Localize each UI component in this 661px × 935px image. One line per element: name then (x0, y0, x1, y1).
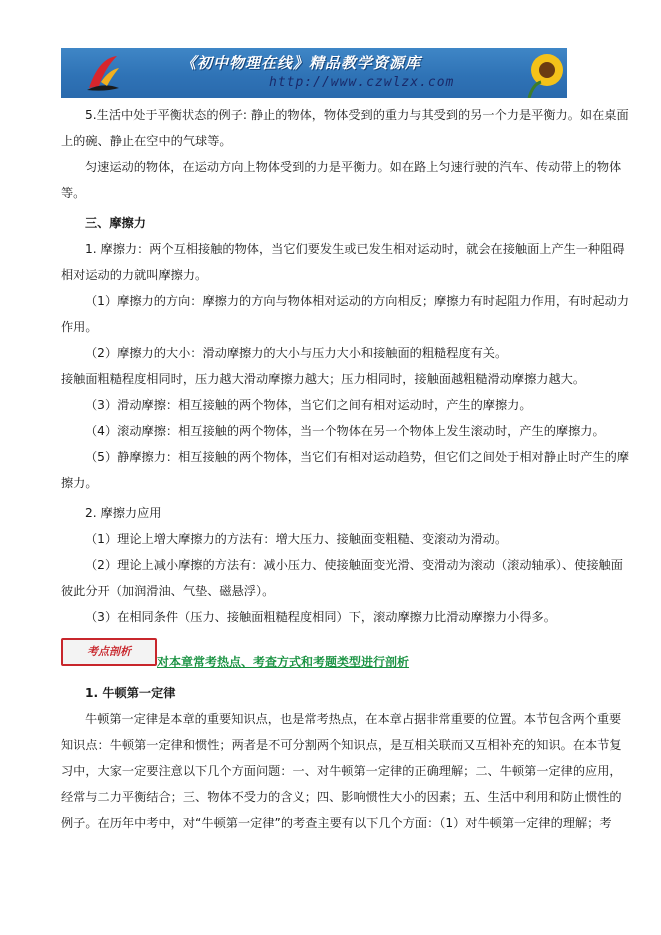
text-line: 等。 (61, 186, 86, 200)
text-line: 1. 摩擦力：两个互相接触的物体，当它们要发生或已发生相对运动时，就会在接触面上产生一种阻碍 (85, 242, 625, 256)
text-line: （1）理论上增大摩擦力的方法有：增大压力、接触面变粗糙、变滚动为滑动。 (85, 532, 508, 546)
banner-url: http://www.czwlzx.com (269, 75, 455, 90)
text-line: 匀速运动的物体，在运动方向上物体受到的力是平衡力。如在路上匀速行驶的汽车、传动带上的物体 (85, 160, 622, 174)
text-line: （2）摩擦力的大小：滑动摩擦力的大小与压力大小和接触面的粗糙程度有关。 (85, 346, 508, 360)
text-line: （2）理论上减小摩擦的方法有：减小压力、使接触面变光滑、变滑动为滚动（滚动轴承）、使接触面 (85, 558, 623, 572)
text-line: 习中，大家一定要注意以下几个方面问题：一、对牛顿第一定律的正确理解；二、牛顿第一定律的应用， (61, 764, 622, 778)
text-line: （4）滚动摩擦：相互接触的两个物体，当一个物体在另一个物体上发生滚动时，产生的摩擦力。 (85, 424, 605, 438)
section-heading: 三、摩擦力 (85, 216, 146, 230)
text-line: 擦力。 (61, 476, 98, 490)
text-line: 经常与二力平衡结合；三、物体不受力的含义；四、影响惯性大小的因素；五、生活中利用和防止惯性的 (61, 790, 622, 804)
text-line: 接触面粗糙程度相同时，压力越大滑动摩擦力越大；压力相同时，接触面越粗糙滑动摩擦力越大。 (61, 372, 586, 386)
logo-icon (83, 52, 123, 94)
text-line: （1）摩擦力的方向：摩擦力的方向与物体相对运动的方向相反；摩擦力有时起阻力作用，有时起动力 (85, 294, 630, 308)
text-line: 作用。 (61, 320, 98, 334)
section-tag (61, 636, 606, 676)
section-heading: 1. 牛顿第一定律 (85, 686, 176, 700)
text-line: 彼此分开（加润滑油、气垫、磁悬浮）。 (61, 584, 275, 598)
text-line: 相对运动的力就叫摩擦力。 (61, 268, 208, 282)
text-line: （5）静摩擦力：相互接触的两个物体，当它们有相对运动趋势，但它们之间处于相对静止时产生的摩 (85, 450, 630, 464)
section-tag-link[interactable]: 对本章常考热点、考查方式和考题类型进行剖析 (157, 655, 410, 669)
text-line: 知识点：牛顿第一定律和惯性；两者是不可分割两个知识点，是互相关联而又互相补充的知识。在本节复 (61, 738, 622, 752)
text-line: 上的碗、静止在空中的气球等。 (61, 134, 232, 148)
text-line: 牛顿第一定律是本章的重要知识点，也是常考热点，在本章占据非常重要的位置。本节包含两个重要 (85, 712, 622, 726)
text-line: 5.生活中处于平衡状态的例子: 静止的物体，物体受到的重力与其受到的另一个力是平衡力。如在桌面 (85, 108, 629, 122)
text-line: 2. 摩擦力应用 (85, 506, 162, 520)
text-line: （3）在相同条件（压力、接触面粗糙程度相同）下，滚动摩擦力比滑动摩擦力小得多。 (85, 610, 556, 624)
text-line: 例子。在历年中考中，对“牛顿第一定律”的考查主要有以下几个方面：（1）对牛顿第一定律的理解；考 (61, 816, 612, 830)
banner-title: 《初中物理在线》精品教学资源库 (181, 54, 422, 72)
text-line: （3）滑动摩擦：相互接触的两个物体，当它们之间有相对运动时，产生的摩擦力。 (85, 398, 532, 412)
header-banner (61, 48, 567, 98)
sunflower-icon (523, 48, 563, 98)
document-body (61, 102, 630, 836)
section-tag-label: 考点剖析 (61, 638, 157, 666)
